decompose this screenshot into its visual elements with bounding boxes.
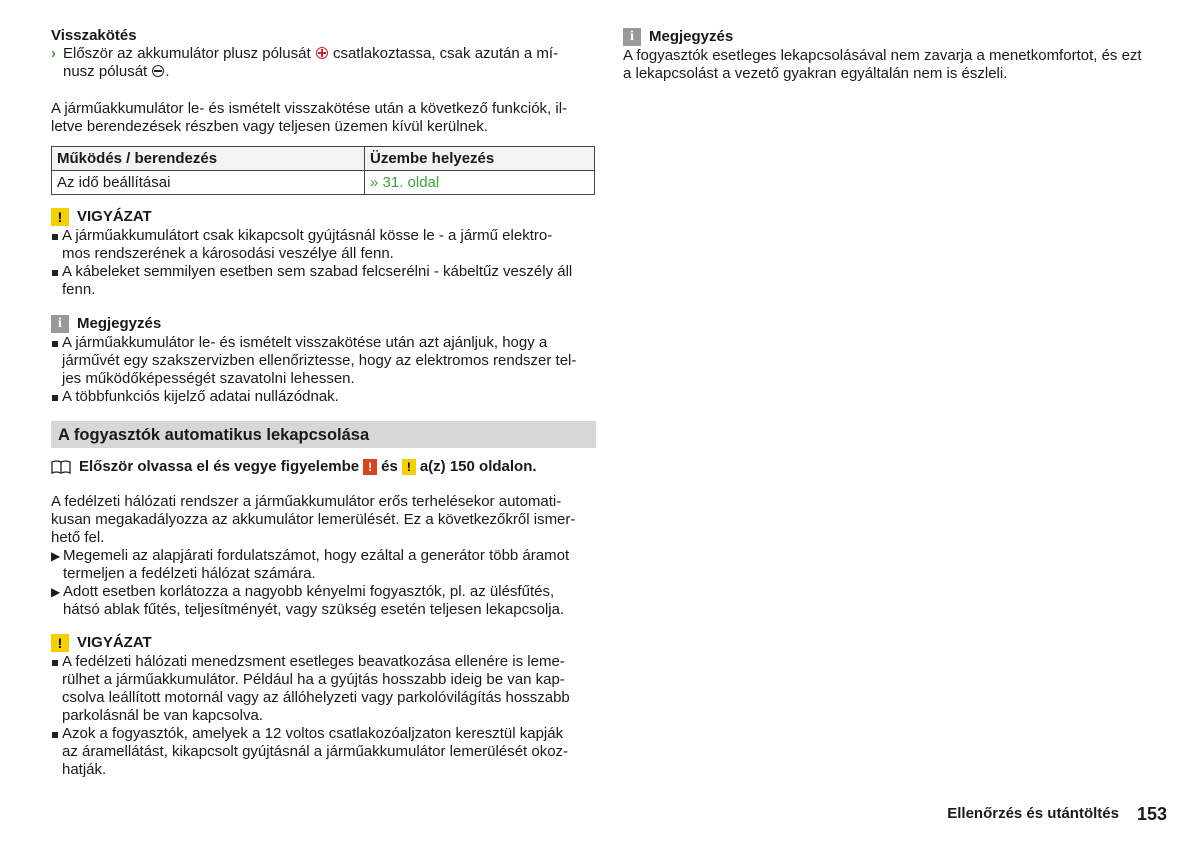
warning-title: VIGYÁZAT <box>77 208 152 225</box>
reconnect-text-1: Először az akkumulátor plusz pólusát <box>63 45 311 62</box>
minus-terminal-icon <box>152 65 164 77</box>
warning-item: A járműakkumulátort csak kikapcsolt gyújtásnál kösse le - a jármű elektro- mos rendszerének a károsodási veszélye áll fenn. <box>51 227 596 263</box>
read-first-and: és <box>381 458 398 475</box>
chevron-right-icon: › <box>51 45 56 62</box>
page-footer <box>947 805 1167 823</box>
warning-item: A fedélzeti hálózati menedzsment esetleges beavatkozása ellenére is leme- rülhet a járműakkumulátor. Például ha a gyújtás hosszabb ideig be van kap- csolva leállított motornál vagy az állóhelyzeti vagy parkolóvilágítás hosszabb parkolásnál be van kapcsolva. <box>51 653 596 725</box>
book-icon <box>51 460 71 474</box>
table-header-activation: Üzembe helyezés <box>365 147 595 171</box>
note-box-1 <box>51 314 596 406</box>
danger-icon: ! <box>363 459 377 475</box>
reconnect-text-3: nusz pólusát <box>63 63 148 80</box>
note-title: Megjegyzés <box>77 315 162 332</box>
reconnect-text-2: csatlakoztassa, csak azután a mí- <box>332 45 559 62</box>
read-first-line <box>51 458 596 476</box>
left-column <box>51 27 596 779</box>
chapter-title: Ellenőrzés és utántöltés <box>947 805 1119 822</box>
reconnect-text-4: . <box>165 63 170 80</box>
step-text: Megemeli az alapjárati fordulatszámot, hogy ezáltal a generátor több áramot termeljen a fedélzeti hálózat számára. <box>63 547 570 582</box>
note-title: Megjegyzés <box>649 28 734 45</box>
table-header-row <box>52 147 595 171</box>
list-item <box>51 583 596 619</box>
reconnect-title: Visszakötés <box>51 27 137 44</box>
warning-title: VIGYÁZAT <box>77 634 152 651</box>
section-heading: A fogyasztók automatikus lekapcsolása <box>51 421 596 448</box>
read-first-text: Először olvassa el és vegye figyelembe <box>79 458 360 475</box>
warning-icon: ! <box>51 208 69 226</box>
warning-box-2 <box>51 633 596 779</box>
note-item: A járműakkumulátor le- és ismételt visszakötése után azt ajánljuk, hogy a járművét egy szakszervizben ellenőriztesse, hogy az elektromos rendszer tel- jes működőképességét szavatolni lehessen. <box>51 334 596 388</box>
table-header-function: Működés / berendezés <box>52 147 365 171</box>
page-reference-link[interactable]: » 31. oldal <box>365 171 595 195</box>
warning-box-1 <box>51 207 596 299</box>
page-number: 153 <box>1136 804 1167 824</box>
note-text: A fogyasztók esetleges lekapcsolásával nem zavarja a menetkomfortot, és ezt a lekapcsolást a vezető gyakran egyáltalán nem is észleli. <box>623 47 1142 82</box>
read-first-page: a(z) 150 oldalon. <box>419 458 537 475</box>
table-row <box>52 171 595 195</box>
function-table <box>51 146 595 195</box>
reconnect-step <box>51 45 596 81</box>
warning-item: Azok a fogyasztók, amelyek a 12 voltos csatlakozóaljzaton keresztül kapják az áramellátást, kikapcsolt gyújtásnál a járműakkumulátor lemerülését okoz- hatják. <box>51 725 596 779</box>
triangle-bullet-icon: ▶ <box>51 549 61 563</box>
triangle-bullet-icon: ▶ <box>51 585 61 599</box>
list-item <box>51 547 596 583</box>
warning-item: A kábeleket semmilyen esetben sem szabad felcserélni - kábeltűz veszély áll fenn. <box>51 263 596 299</box>
right-column <box>623 27 1168 83</box>
step-text: Adott esetben korlátozza a nagyobb kényelmi fogyasztók, pl. az ülésfűtés, hátsó ablak fűtés, teljesítményét, vagy szükség esetén teljesen lekapcsolja. <box>63 583 565 618</box>
caution-icon: ! <box>402 459 416 475</box>
note-item: A többfunkciós kijelző adatai nullázódnak. <box>51 388 596 406</box>
table-cell-function: Az idő beállításai <box>52 171 365 195</box>
reconnect-intro: A járműakkumulátor le- és ismételt visszakötése után a következő funkciók, il- letve berendezések részben vagy teljesen üzemen kívül kerülnek. <box>51 100 568 135</box>
section-paragraph: A fedélzeti hálózati rendszer a járműakkumulátor erős terhelésekor automati- kusan megakadályozza az akkumulátor lemerülését. Ez a következőkről ismer- hető fel. <box>51 493 576 546</box>
info-icon: i <box>51 315 69 333</box>
info-icon: i <box>623 28 641 46</box>
plus-terminal-icon <box>316 47 328 59</box>
warning-icon: ! <box>51 634 69 652</box>
